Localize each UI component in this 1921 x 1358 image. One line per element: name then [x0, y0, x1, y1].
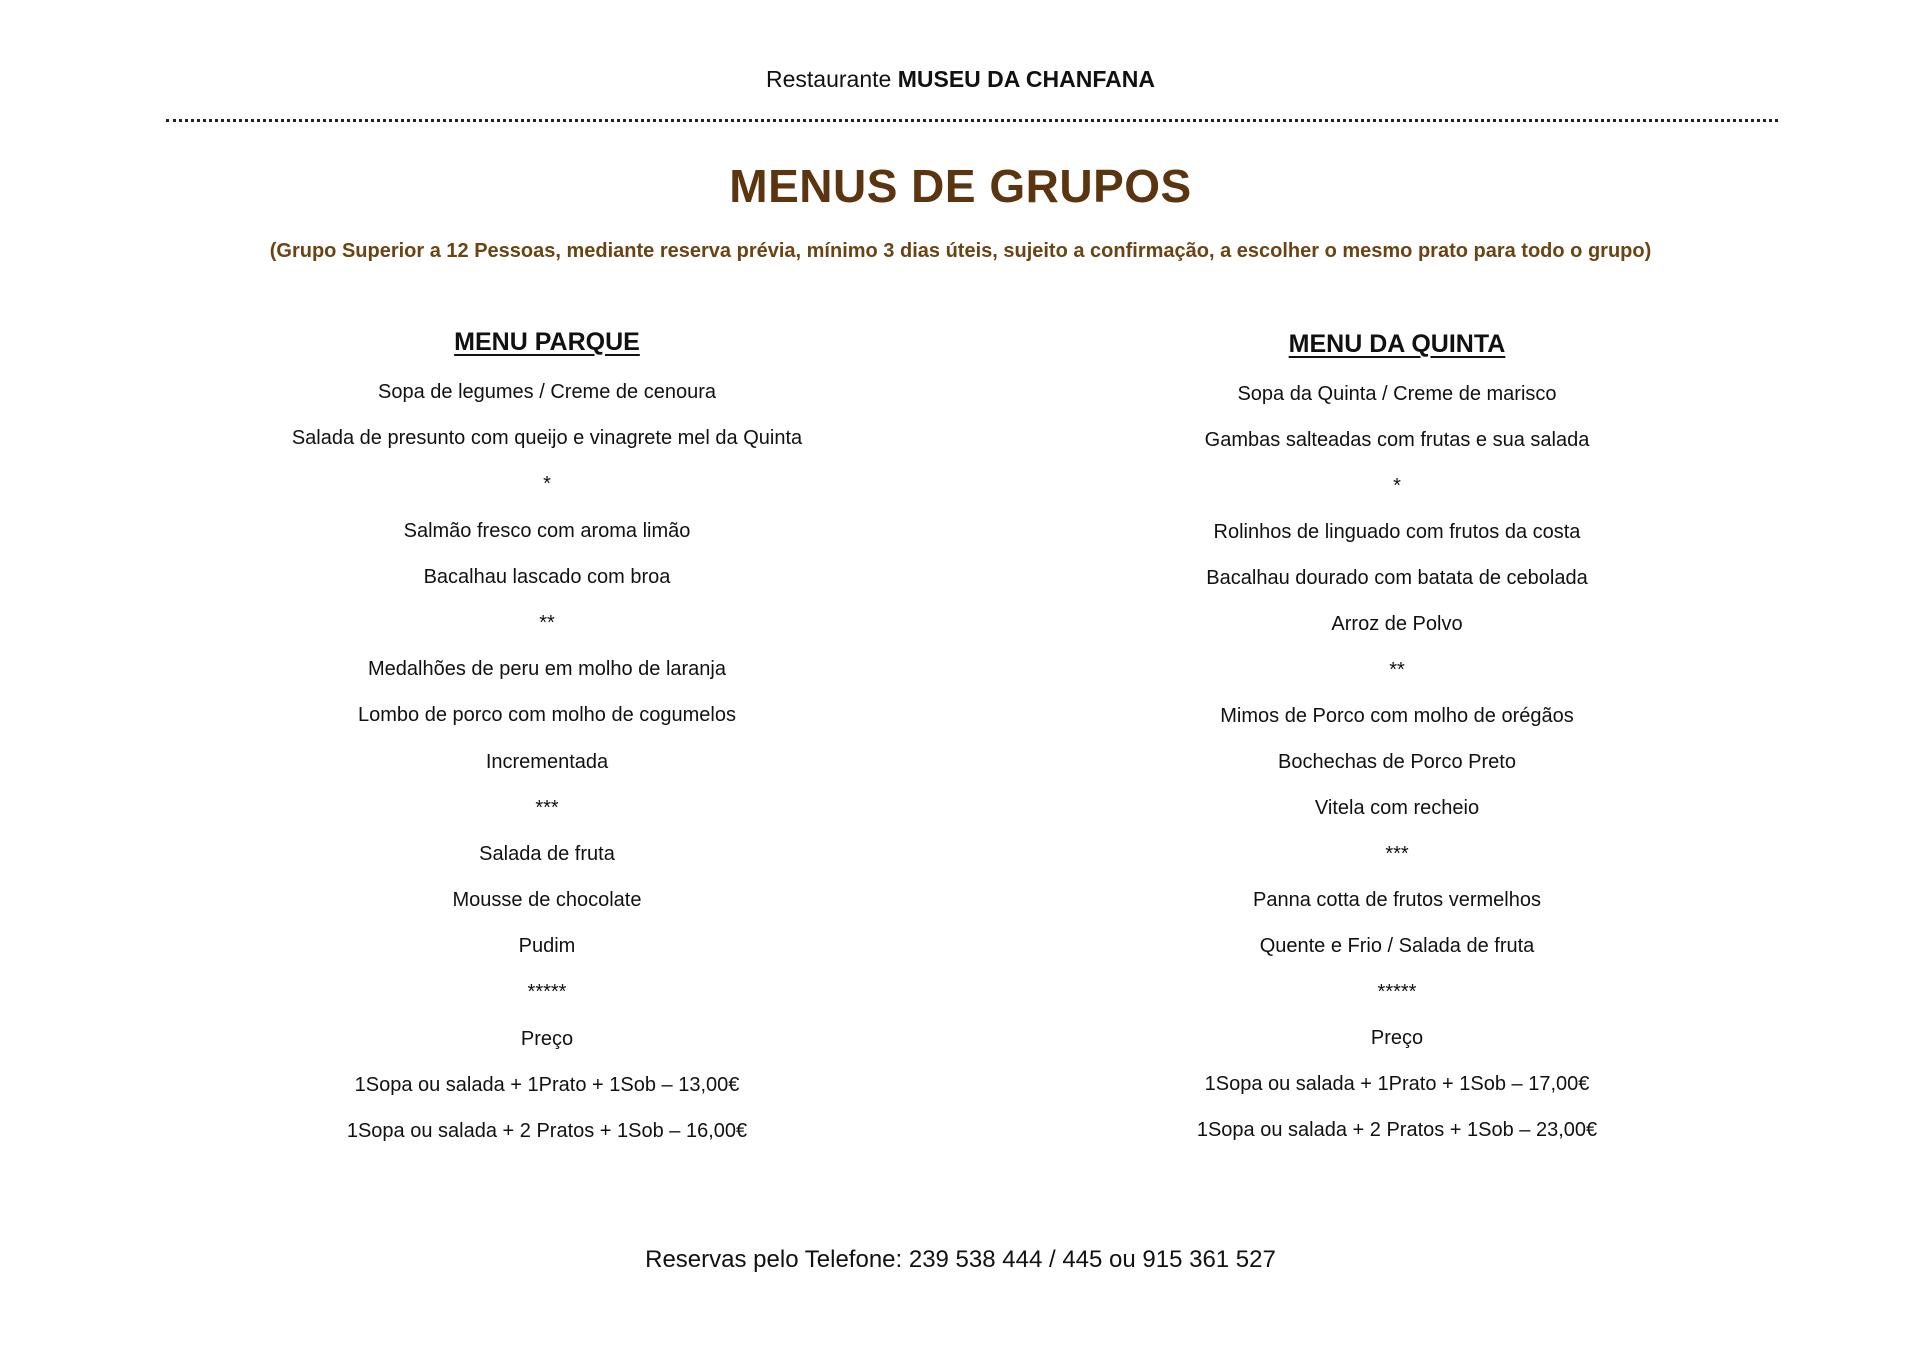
course-separator: **: [539, 611, 555, 634]
price-option: 1Sopa ou salada + 2 Pratos + 1Sob – 16,00€: [346, 1120, 748, 1142]
menu-item: Medalhões de peru em molho de laranja: [368, 658, 726, 681]
course-separator: **: [1389, 659, 1405, 681]
course-separator: ***: [535, 796, 559, 819]
menu-item: Pudim: [518, 935, 576, 958]
menu-item: Salada de presunto com queijo e vinagrete mel da Quinta: [291, 427, 803, 450]
group-conditions-subtitle: (Grupo Superior a 12 Pessoas, mediante reserva prévia, mínimo 3 dias úteis, sujeito a confirmação, a escolher o mesmo prato para todo o grupo): [269, 240, 1652, 262]
restaurant-header: [0, 64, 1921, 94]
menu-item: Sopa da Quinta / Creme de marisco: [1237, 383, 1557, 405]
price-option: 1Sopa ou salada + 1Prato + 1Sob – 17,00€: [1204, 1073, 1590, 1095]
menu-item: Bacalhau lascado com broa: [423, 565, 671, 588]
menu-item: Mimos de Porco com molho de orégãos: [1220, 705, 1574, 727]
price-heading: Preço: [1370, 1027, 1424, 1049]
price-heading: Preço: [520, 1027, 574, 1050]
course-separator: *: [1393, 475, 1401, 497]
menu-item: Sopa de legumes / Creme de cenoura: [378, 381, 716, 403]
menu-item: Incrementada: [485, 750, 609, 773]
reservation-phone-footer: Reservas pelo Telefone: 239 538 444 / 445 ou 915 361 527: [645, 1246, 1276, 1273]
menu-item: Lombo de porco com molho de cogumelos: [358, 704, 736, 727]
page-title: MENUS DE GRUPOS: [729, 160, 1192, 212]
menu-item: Vitela com recheio: [1314, 797, 1480, 819]
price-option: 1Sopa ou salada + 2 Pratos + 1Sob – 23,00€: [1196, 1119, 1598, 1141]
price-option: 1Sopa ou salada + 1Prato + 1Sob – 13,00€: [354, 1073, 740, 1096]
menu-title: MENU PARQUE: [454, 328, 640, 356]
menu-item: Mousse de chocolate: [452, 889, 642, 912]
menu-parque-column: [197, 325, 897, 1154]
course-separator: *: [543, 473, 551, 496]
menu-item: Salada de fruta: [479, 842, 615, 865]
menu-item: Arroz de Polvo: [1331, 613, 1463, 635]
header-prefix: Restaurante: [766, 66, 892, 92]
menu-item: Salmão fresco com aroma limão: [403, 519, 691, 542]
menu-item: Rolinhos de linguado com frutos da costa: [1213, 521, 1581, 543]
course-separator: *****: [527, 981, 567, 1004]
course-separator: *****: [1377, 981, 1417, 1003]
menu-items-list: [1047, 371, 1747, 1153]
menu-item: Bacalhau dourado com batata de cebolada: [1206, 567, 1588, 589]
course-separator: ***: [1385, 843, 1409, 865]
menu-quinta-column: [1047, 327, 1747, 1153]
menu-title: MENU DA QUINTA: [1288, 330, 1506, 358]
menu-item: Panna cotta de frutos vermelhos: [1253, 889, 1541, 911]
menu-item: Bochechas de Porco Preto: [1278, 751, 1516, 773]
menu-items-list: [197, 369, 897, 1154]
dotted-divider: [166, 119, 1778, 122]
menu-item: Gambas salteadas com frutas e sua salada: [1204, 429, 1590, 451]
menu-item: Quente e Frio / Salada de fruta: [1259, 935, 1535, 957]
restaurant-name: MUSEU DA CHANFANA: [897, 66, 1155, 92]
